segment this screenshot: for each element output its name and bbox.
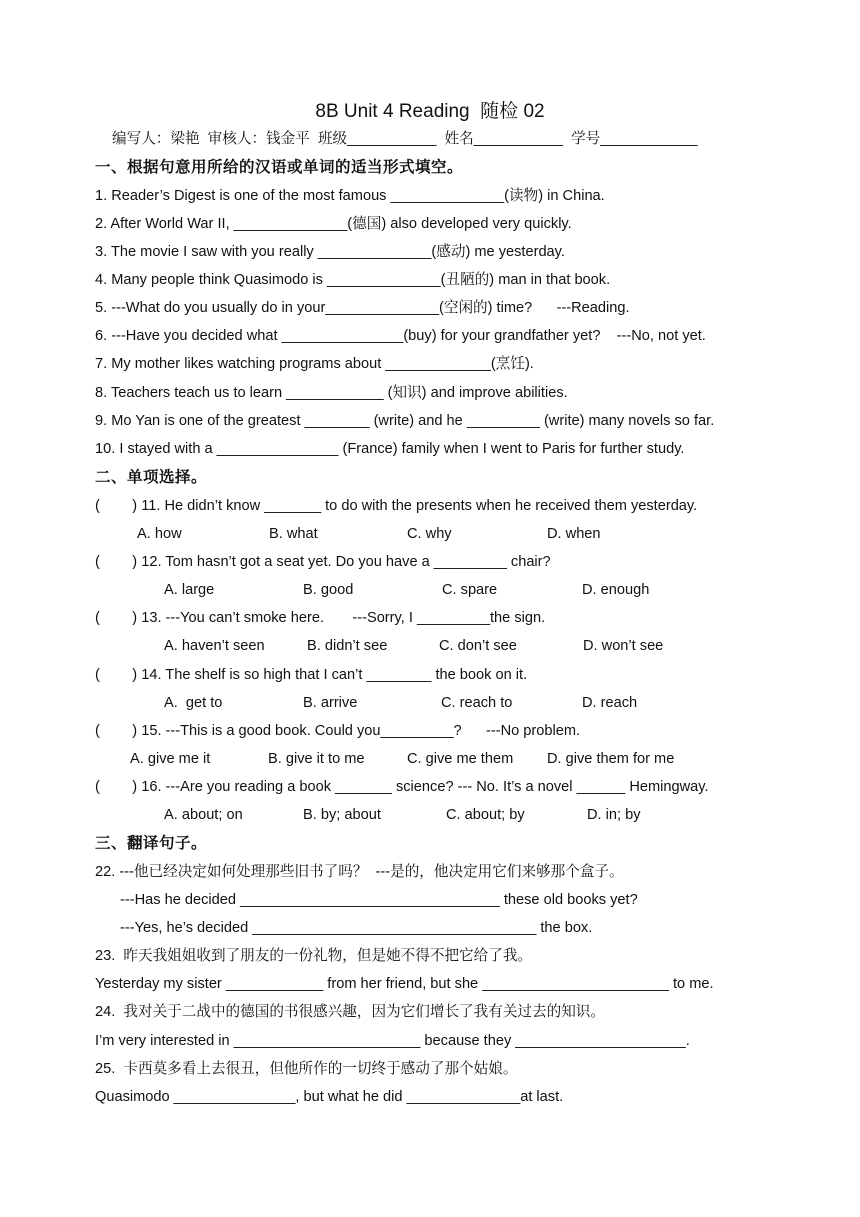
question-stem: ( ) 16. ---Are you reading a book _______ science? --- No. It’s a novel ______ Hemingway. [95,779,709,795]
option-d: D. won’t see [583,638,664,654]
translation-prompt: 25. 卡西莫多看上去很丑，但他所作的一切终于感动了那个姑娘。 [95,1061,518,1077]
question-stem: ( ) 13. ---You can’t smoke here. ---Sorry, I _________the sign. [95,610,546,626]
option-b: B. by; about [303,807,381,823]
translation-line: Quasimodo _______________, but what he did ______________at last. [95,1089,564,1105]
option-a: A. give me it [130,751,211,767]
option-d: D. give them for me [547,751,675,767]
translation-line: ---Yes, he’s decided ___________________________________ the box. [120,920,593,936]
fill-blank-item: 4. Many people think Quasimodo is ______________(丑陋的) man in that book. [95,272,611,288]
option-c: C. spare [442,582,498,598]
option-d: D. when [547,526,601,542]
option-b: B. give it to me [268,751,365,767]
option-a: A. large [164,582,215,598]
translation-prompt: 24. 我对关于二战中的德国的书很感兴趣，因为它们增长了我有关过去的知识。 [95,1004,605,1020]
option-b: B. arrive [303,695,358,711]
question-stem: ( ) 12. Tom hasn’t got a seat yet. Do you have a _________ chair? [95,554,551,570]
option-d: D. reach [582,695,638,711]
translation-prompt: 22. ---他已经决定如何处理那些旧书了吗？ ---是的，他决定用它们来够那个盒子。 [95,864,624,880]
question-stem: ( ) 14. The shelf is so high that I can’t ________ the book on it. [95,667,528,683]
option-b: B. what [269,526,318,542]
option-a: A. haven’t seen [164,638,265,654]
fill-blank-item: 5. ---What do you usually do in your______________(空闲的) time? ---Reading. [95,300,630,316]
option-c: C. reach to [441,695,513,711]
translation-prompt: 23. 昨天我姐姐收到了朋友的一份礼物，但是她不得不把它给了我。 [95,948,533,964]
section3-heading: 三、翻译句子。 [95,834,208,852]
option-a: A. about; on [164,807,243,823]
section1-heading: 一、根据句意用所给的汉语或单词的适当形式填空。 [95,158,464,176]
option-c: C. about; by [446,807,525,823]
fill-blank-item: 8. Teachers teach us to learn ____________ (知识) and improve abilities. [95,385,568,401]
fill-blank-item: 9. Mo Yan is one of the greatest ________ (write) and he _________ (write) many novels so far. [95,413,715,429]
fill-blank-item: 7. My mother likes watching programs about _____________(烹饪). [95,356,534,372]
option-c: C. why [407,526,452,542]
question-stem: ( ) 11. He didn’t know _______ to do with the presents when he received them yesterday. [95,498,698,514]
option-a: A. get to [164,695,223,711]
fill-blank-item: 1. Reader’s Digest is one of the most famous ______________(读物) in China. [95,188,605,204]
option-b: B. didn’t see [307,638,388,654]
option-d: D. enough [582,582,650,598]
translation-line: ---Has he decided ________________________________ these old books yet? [120,892,638,908]
author-info-line: 编写人：梁艳 审核人：钱金平 班级___________ 姓名___________ 学号____________ [112,131,698,147]
fill-blank-item: 10. I stayed with a _______________ (France) family when I went to Paris for further study. [95,441,685,457]
option-a: A. how [137,526,182,542]
translation-line: I’m very interested in _______________________ because they _____________________. [95,1033,690,1049]
fill-blank-item: 6. ---Have you decided what _______________(buy) for your grandfather yet? ---No, not yet. [95,328,706,344]
option-c: C. don’t see [439,638,517,654]
option-b: B. good [303,582,354,598]
fill-blank-item: 3. The movie I saw with you really ______________(感动) me yesterday. [95,244,565,260]
question-stem: ( ) 15. ---This is a good book. Could you_________? ---No problem. [95,723,581,739]
option-c: C. give me them [407,751,514,767]
option-d: D. in; by [587,807,641,823]
page-title: 8B Unit 4 Reading 随检 02 [315,101,545,122]
fill-blank-item: 2. After World War II, ______________(德国) also developed very quickly. [95,216,572,232]
translation-line: Yesterday my sister ____________ from her friend, but she _______________________ to me. [95,976,714,992]
section2-heading: 二、单项选择。 [95,468,208,486]
